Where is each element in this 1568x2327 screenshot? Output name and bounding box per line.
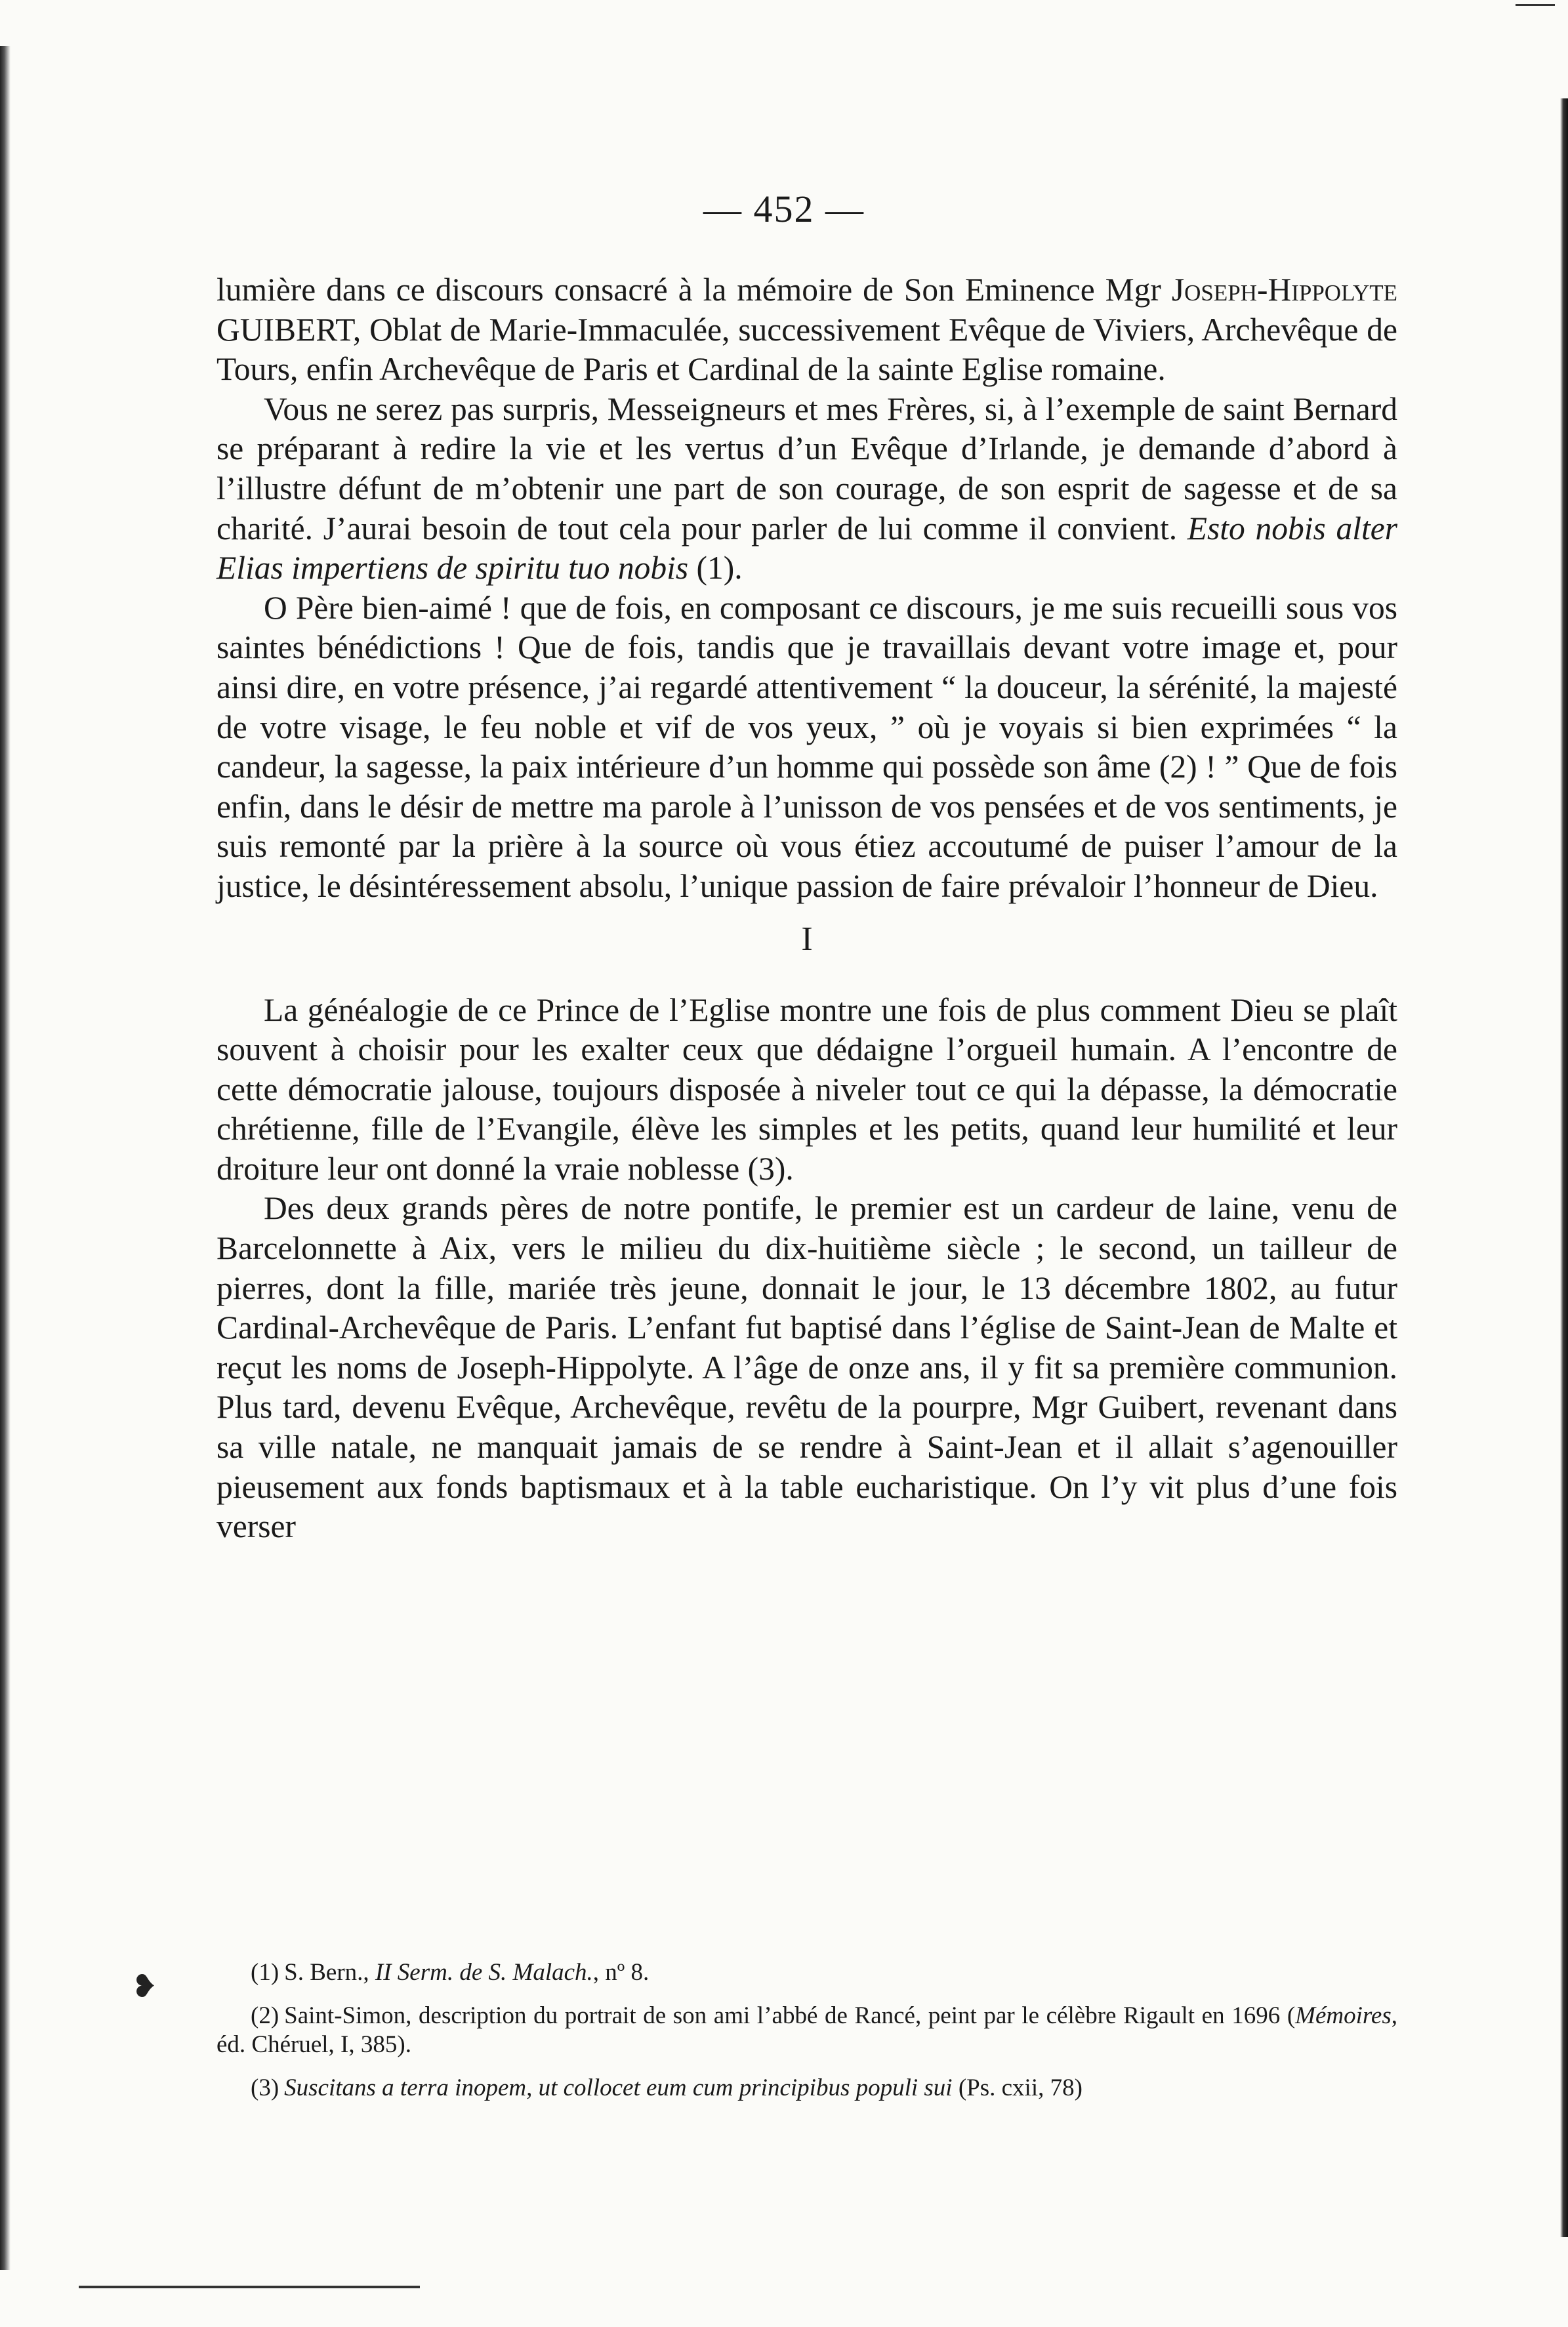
text-segment: Suscitans a terra inopem, ut collocet eum cum principibus populi sui [284,2074,953,2101]
text-segment: , éd. Chéruel, I, 385). [217,2002,1397,2058]
footnotes [217,1958,1397,2117]
page-number: — 452 — [703,188,865,230]
footnote [217,1958,1397,1987]
scan-edge-right [1560,98,1568,2237]
ink-blot-mark: ❥ [131,1969,158,2004]
text-segment: lumière dans ce discours consacré à la mémoire de Son Eminence Mgr [217,272,1172,308]
text-segment: Joseph-Hippolyte [1171,272,1397,308]
footnote-mark: (1) [251,1959,279,1986]
text-segment: Esto nobis alter Elias impertiens de spiritu tuo nobis [217,510,1397,587]
text-segment: (Ps. cxii, 78) [952,2074,1083,2101]
text-segment: Mémoires [1295,2002,1392,2029]
scan-edge-left [0,46,10,2270]
paragraph [217,991,1397,1189]
text-segment: Vous ne serez pas surpris, Messeigneurs et mes Frères, si, à l’exemple de saint Bernard se préparant à redire la vie et les vertus d’un Evêque d’Irlande, je demande d’abord à l’illustre défunt de m’obtenir une part de son courage, de son esprit de sagesse et de sa charité. J’aurai besoin de tout cela pour parler de lui comme il convient. [217,390,1397,546]
text-segment: GUIBERT, Oblat de Marie-Immaculée, successivement Evêque de Viviers, Archevêque de Tours, enfin Archevêque de Paris et Cardinal de la sainte Eglise romaine. [217,311,1397,388]
text-segment: Saint-Simon, description du portrait de son ami l’abbé de Rancé, peint par le célèbre Rigault en 1696 ( [284,2002,1296,2029]
footnote-mark: (3) [251,2074,279,2101]
footnote [217,2002,1397,2059]
paragraph [217,390,1397,588]
paragraph [217,270,1397,390]
text-segment: S. Bern., [284,1959,375,1986]
paragraph [217,588,1397,907]
section-heading: I [801,920,813,958]
footnote [217,2074,1397,2103]
scan-rule-bottom [79,2286,420,2288]
text-segment: , nº 8. [592,1959,650,1986]
footnote-mark: (2) [251,2002,279,2029]
body-text [217,270,1397,1547]
text-segment: (1). [688,550,743,587]
paragraph [217,1189,1397,1546]
text-segment: La généalogie de ce Prince de l’Eglise montre une fois de plus comment Dieu se plaît souvent à choisir pour les exalter ceux que dédaigne l’orgueil humain. A l’encontre de cette démocratie jalouse, toujours disposée à niveler tout ce qui la dépasse, la démocratie chrétienne, fille de l’Evangile, élève les simples et les petits, quand leur humilité et leur droiture leur ont donné la vraie noblesse (3). [217,991,1397,1187]
text-segment: II Serm. de S. Malach. [375,1959,593,1986]
text-segment: Des deux grands pères de notre pontife, le premier est un cardeur de laine, venu de Barcelonnette à Aix, vers le milieu du dix-huitième siècle ; le second, un tailleur de pierres, dont la fille, mariée très jeune, donnait le jour, le 13 décembre 1802, au futur Cardinal-Archevêque de Paris. L’enfant fut baptisé dans l’église de Saint-Jean de Malte et reçut les noms de Joseph-Hippolyte. A l’âge de onze ans, il y fit sa première communion. Plus tard, devenu Evêque, Archevêque, revêtu de la pourpre, Mgr Guibert, revenant dans sa ville natale, ne manquait jamais de se rendre à Saint-Jean et il allait s’agenouiller pieusement aux fonds baptismaux et à la table eucharistique. On l’y vit plus d’une fois verser [217,1190,1397,1545]
scan-rule-top [1516,4,1555,6]
text-segment: O Père bien-aimé ! que de fois, en composant ce discours, je me suis recueilli sous vos saintes bénédictions ! Que de fois, tandis que je travaillais devant votre image et, pour ainsi dire, en votre présence, j’ai regardé attentivement “ la douceur, la sérénité, la majesté de votre visage, le feu noble et vif de vos yeux, ” où je voyais si bien exprimées “ la candeur, la sagesse, la paix intérieure d’un homme qui possède son âme (2) ! ” Que de fois enfin, dans le désir de mettre ma parole à l’unisson de vos pensées et de vos sentiments, je suis remonté par la prière à la source où vous étiez accoutumé de puiser l’amour de la justice, le désintéressement absolu, l’unique passion de faire prévaloir l’honneur de Dieu. [217,589,1397,904]
paragraphs-after-heading [217,991,1397,1547]
paragraphs-before-heading [217,270,1397,907]
